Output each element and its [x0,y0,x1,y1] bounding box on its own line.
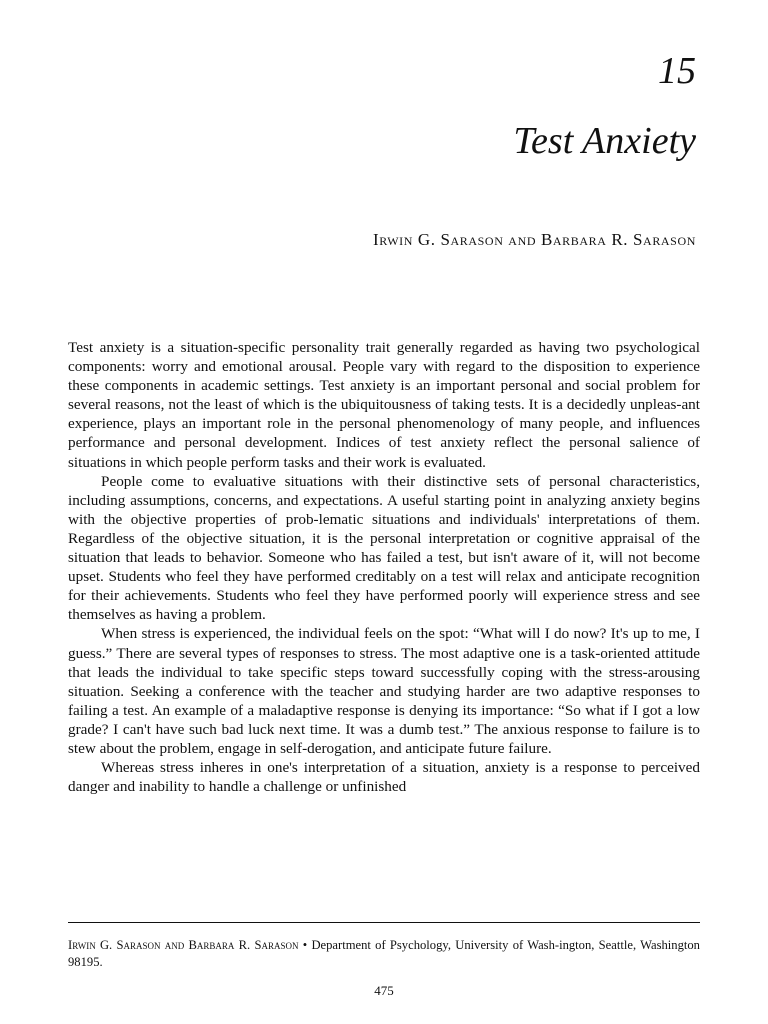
body-paragraph: People come to evaluative situations with their distinctive sets of personal characteristics, including assumptions, concerns, and expectations. A useful starting point in analyzing anxiety begins with the objective properties of prob-lematic situations and individuals' interpretations of them. Regardless of the objective situation, it is the personal interpretation or cognitive appraisal of the situation that leads to behavior. Someone who has failed a test, but isn't aware of it, will not become upset. Students who feel they have performed creditably on a test will relax and anticipate recognition for their achievements. Students who feel they have performed poorly will experience stress and see themselves as having a problem. [68,472,700,624]
body-text [68,338,700,796]
chapter-title: Test Anxiety [513,120,696,162]
body-paragraph: Whereas stress inheres in one's interpretation of a situation, anxiety is a response to perceived danger and inability to handle a challenge or unfinished [68,759,700,796]
chapter-authors: Irwin G. Sarason and Barbara R. Sarason [373,230,696,249]
footnote-authors: Irwin G. Sarason and Barbara R. Sarason [68,938,299,952]
author-footnote [68,937,700,970]
body-paragraph: When stress is experienced, the individual feels on the spot: “What will I do now? It's up to me, I guess.” There are several types of responses to stress. The most adaptive one is a task-oriented attitude that leads the individual to take specific steps toward successfully coping with the stress-arousing situation. Seeking a conference with the teacher and studying harder are two adaptive responses to failing a test. An example of a maladaptive response is denying its importance: “So what if I got a low grade? I can't have such bad luck next time. It was a dumb test.” The anxious response to failure is to stew about the problem, engage in self-derogation, and anticipate future failure. [68,625,700,757]
chapter-number: 15 [658,50,696,92]
footnote-divider [68,922,700,923]
footnote-affiliation: Department of Psychology, University of Wash-ington, Seattle, Washington 98195. [68,938,700,969]
body-paragraph: Test anxiety is a situation-specific personality trait generally regarded as having two psychological components: worry and emotional arousal. People vary with regard to the disposition to experience these components in academic settings. Test anxiety is an important personal and social problem for several reasons, not the least of which is the ubiquitousness of taking tests. It is a decidedly unpleas-ant experience, plays an important role in the personal phenomenology of many people, and influences performance and personal development. Indices of test anxiety reflect the personal salience of situations in which people perform tasks and their work is evaluated. [68,339,700,471]
page-number: 475 [374,983,394,998]
footnote-bullet: • [302,938,308,952]
